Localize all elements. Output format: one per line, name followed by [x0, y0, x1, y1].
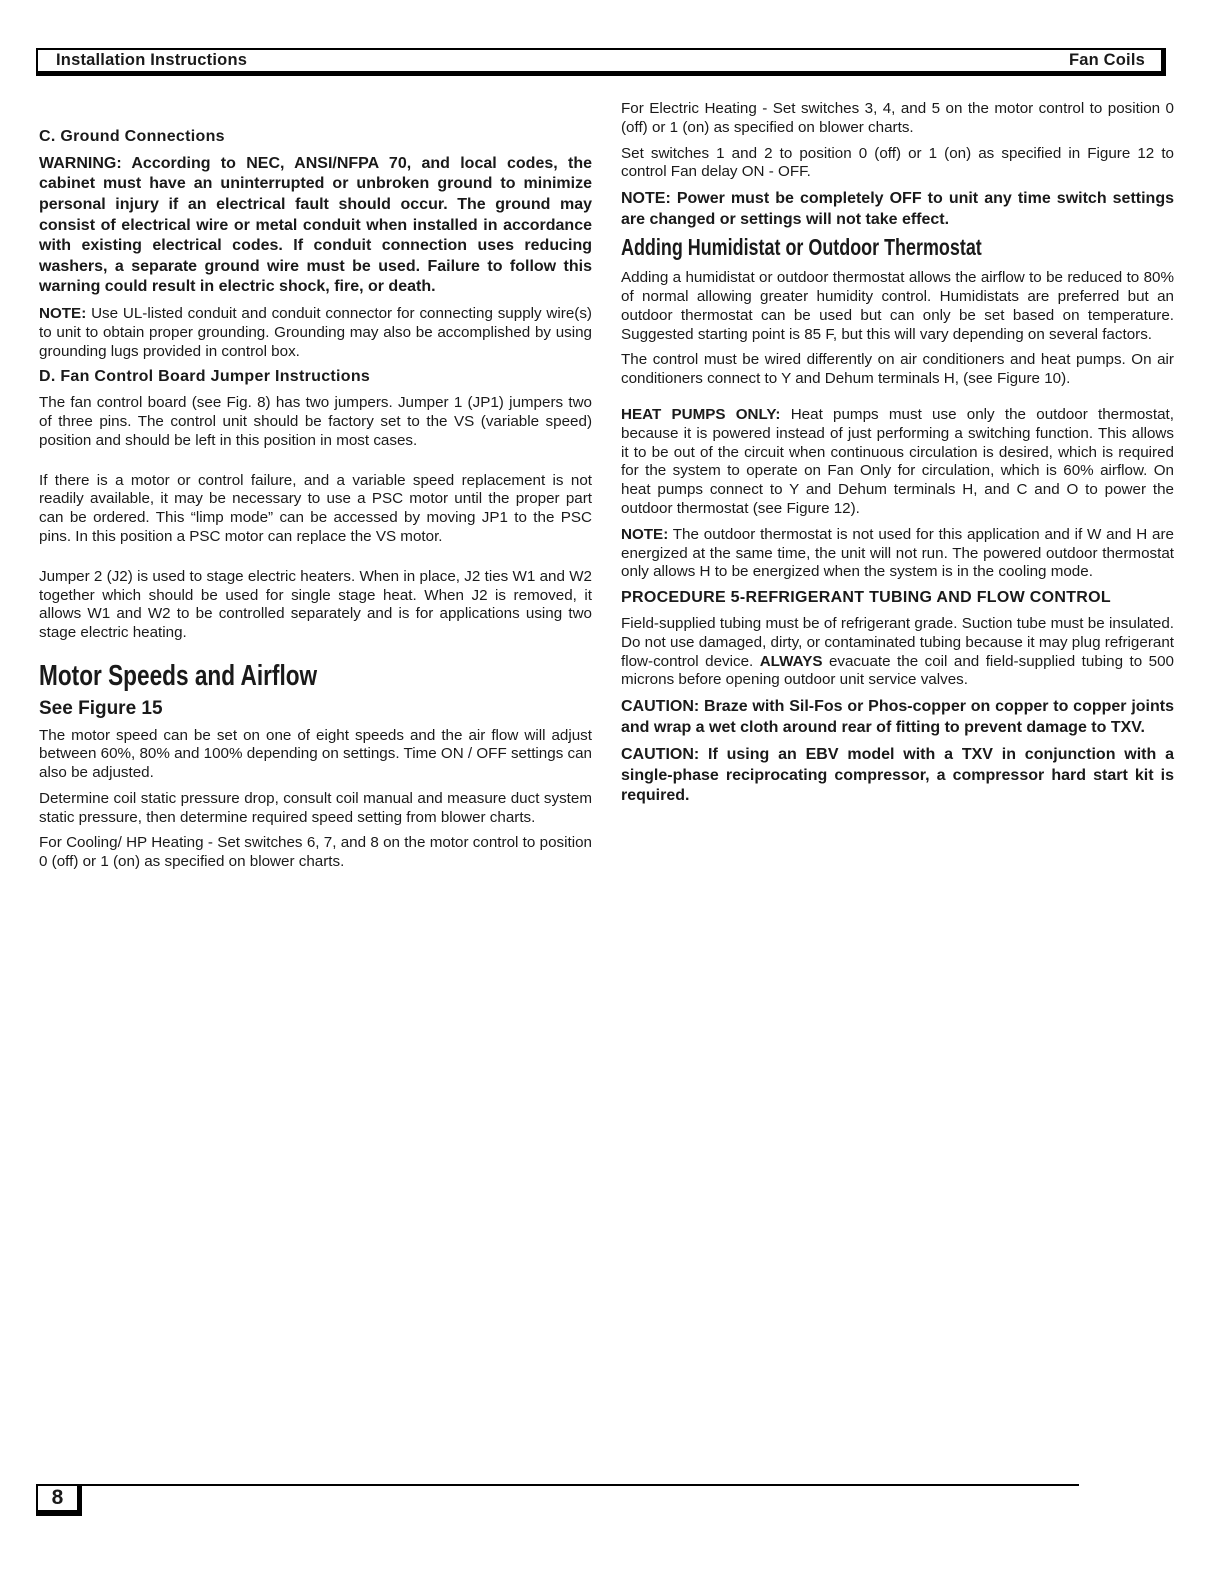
electric-heating-paragraph: For Electric Heating - Set switches 3, 4, and 5 on the motor control to position 0 (off) or 1 (on) as specified on blower charts. — [621, 100, 1174, 136]
jumper-paragraph-1: The fan control board (see Fig. 8) has two jumpers. Jumper 1 (JP1) jumpers two of three pins. The control unit should be factory set to the VS (variable speed) position and should be left in this position in most cases. — [39, 394, 592, 449]
right-column — [621, 100, 1174, 814]
motor-speeds-heading: Motor Speeds and Airflow — [39, 659, 318, 692]
power-note: NOTE: Power must be completely OFF to unit any time switch settings are changed or settings will not take effect. — [621, 190, 1174, 228]
adding-paragraph-2: The control must be wired differently on air conditioners and heat pumps. On air conditioners connect to Y and Dehum terminals H, (see Figure 10). — [621, 351, 1174, 388]
note2-label: NOTE: — [621, 525, 669, 543]
heat-pumps-text: Heat pumps must use only the outdoor thermostat, because it is powered instead of just performing a switching function. This allows it to be out of the circuit when continuous circulation is desired, which is required for the system to operate on Fan Only for circulation, which is 60% airflow. On heat pumps connect to Y and Dehum terminals H, and C and O to power the outdoor thermostat (see Figure 12). — [621, 405, 1174, 517]
motor-paragraph-1: The motor speed can be set on one of eight speeds and the air flow will adjust between 60%, 80% and 100% depending on settings. Time ON / OFF settings can also be adjusted. — [39, 726, 592, 782]
footer-rule — [80, 1484, 1079, 1486]
tubing-text-b: evacuate the coil and field-supplied tubing to 500 microns before opening outdoor unit service valves. — [621, 652, 1174, 689]
adding-paragraph-1: Adding a humidistat or outdoor thermostat allows the airflow to be reduced to 80% of normal allowing greater humidity control. Humidistats are preferred but an outdoor thermostat can be used but can only be set based on temperature. Suggested starting point is 85 F, but this will vary depending on several factors. — [621, 269, 1174, 343]
switches-paragraph: Set switches 1 and 2 to position 0 (off) or 1 (on) as specified in Figure 12 to control Fan delay ON - OFF. — [621, 144, 1174, 181]
jumper-paragraph-3: Jumper 2 (J2) is used to stage electric heaters. When in place, J2 ties W1 and W2 together which should be used for single stage heat. When J2 is removed, it allows W1 and W2 to be controlled separately and is for applications using two stage electric heating. — [39, 567, 592, 642]
heat-pumps-label: HEAT PUMPS ONLY: — [621, 405, 781, 423]
page-header — [36, 48, 1166, 76]
thermostat-note — [621, 526, 1174, 582]
tubing-always: ALWAYS — [759, 652, 823, 670]
note-label: NOTE: — [39, 304, 87, 322]
header-title: Installation Instructions — [56, 51, 248, 69]
ground-connections-heading: C. Ground Connections — [39, 128, 225, 145]
procedure-heading: PROCEDURE 5-REFRIGERANT TUBING AND FLOW CONTROL — [621, 589, 1111, 607]
note2-text: The outdoor thermostat is not used for this application and if W and H are energized at the same time, the unit will not run. The powered outdoor thermostat only allows H to be energized when the system is in the cooling mode. — [621, 525, 1174, 581]
left-column — [39, 100, 592, 879]
motor-paragraph-2: Determine coil static pressure drop, consult coil manual and measure duct system static pressure, then determine required speed setting from blower charts. — [39, 789, 592, 826]
jumper-paragraph-2: If there is a motor or control failure, and a variable speed replacement is not readily available, it may be necessary to use a PSC motor until the proper part can be ordered. This “limp mode” can be accessed by moving JP1 to the PSC pins. In this position a PSC motor can replace the VS motor. — [39, 471, 592, 545]
tubing-paragraph — [621, 615, 1174, 690]
motor-paragraph-3: For Cooling/ HP Heating - Set switches 6, 7, and 8 on the motor control to position 0 (off) or 1 (on) as specified on blower charts. — [39, 834, 592, 871]
heat-pumps-paragraph — [621, 406, 1174, 519]
tubing-text-a: Field-supplied tubing must be of refrigerant grade. Suction tube must be insulated. Do not use damaged, dirty, or contaminated tubing because it may plug refrigerant flow-control device. — [621, 614, 1174, 670]
page-number: 8 — [36, 1484, 82, 1516]
ground-note — [39, 305, 592, 361]
see-figure-heading: See Figure 15 — [39, 697, 163, 719]
header-product: Fan Coils — [1068, 51, 1145, 69]
adding-humidistat-heading: Adding Humidistat or Outdoor Thermostat — [621, 234, 982, 261]
caution-hard-start: CAUTION: If using an EBV model with a TXV in conjunction with a single-phase reciprocating compressor, a compressor hard start kit is required. — [621, 746, 1174, 805]
caution-braze: CAUTION: Braze with Sil-Fos or Phos-copper on copper to copper joints and wrap a wet cloth around rear of fitting to prevent damage to TXV. — [621, 698, 1174, 736]
ground-warning: WARNING: According to NEC, ANSI/NFPA 70, and local codes, the cabinet must have an uninterrupted or unbroken ground to minimize personal injury if an electrical fault should occur. The ground may consist of electrical wire or metal conduit when installed in accordance with existing electrical codes. If conduit connection uses reducing washers, a separate ground wire must be used. Failure to follow this warning could result in electric shock, fire, or death. — [39, 154, 592, 296]
jumper-heading: D. Fan Control Board Jumper Instructions — [39, 368, 371, 386]
note-text: Use UL-listed conduit and conduit connector for connecting supply wire(s) to unit to obtain proper grounding. Grounding may also be accomplished by using grounding lugs provided in control box. — [39, 304, 592, 360]
